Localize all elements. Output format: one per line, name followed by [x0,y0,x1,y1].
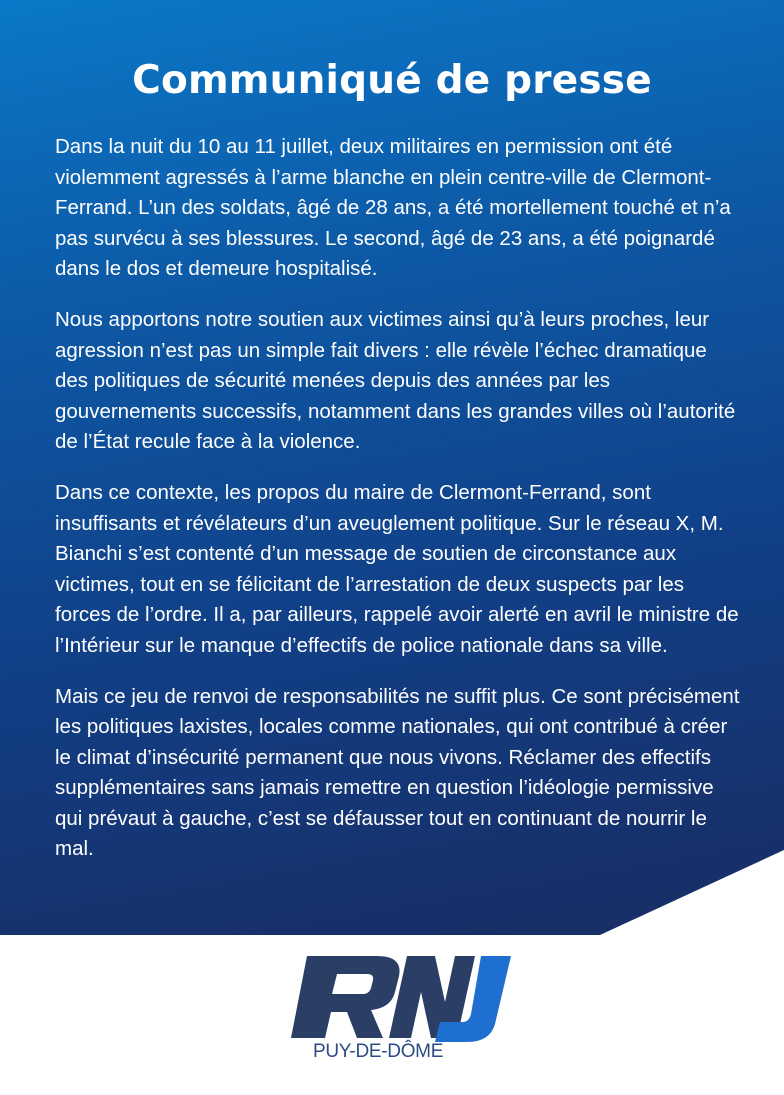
press-release-body [55,132,745,885]
paragraph-4: Mais ce jeu de renvoi de responsabilités ne suffit plus. Ce sont précisément les politiques laxistes, locales comme nationales, qui ont contribué à créer le climat d’insécurité permanent que nous vivons. Réclamer des effectifs supplémentaires sans jamais remettre en question l’idéologie permissive qui prévaut à gauche, c’est se défausser tout en continuant de nourrir le mal. [55,684,740,861]
paragraph-3: Dans ce contexte, les propos du maire de Clermont-Ferrand, sont insuffisants et révélateurs d’un aveuglement politique. Sur le réseau X, M. Bianchi s’est contenté d’un message de soutien de circonstance aux victimes, tout en se félicitant de l’arrestation de deux suspects par les forces de l’ordre. Il a, par ailleurs, rappelé avoir alerté en avril le ministre de l’Intérieur sur le manque d’effectifs de police nationale dans sa ville. [55,480,739,657]
paragraph-2: Nous apportons notre soutien aux victimes ainsi qu’à leurs proches, leur agression n’est pas un simple fait divers : elle révèle l’échec dramatique des politiques de sécurité menées depuis des années par les gouvernements successifs, notamment dans les grandes villes où l’autorité de l’État recule face à la violence. [55,307,736,454]
logo-letter-r [291,956,400,1038]
paragraph-1: Dans la nuit du 10 au 11 juillet, deux militaires en permission ont été violemment agressés à l’arme blanche en plein centre-ville de Clermont-Ferrand. L’un des soldats, âgé de 28 ans, a été mortellement touché et n’a pas survécu à ses blessures. Le second, âgé de 23 ans, a été poignardé dans le dos et demeure hospitalisé. [55,135,731,281]
page-title: Communiqué de presse [132,58,652,103]
logo-subtitle: PUY-DE-DÔME [313,1041,444,1062]
